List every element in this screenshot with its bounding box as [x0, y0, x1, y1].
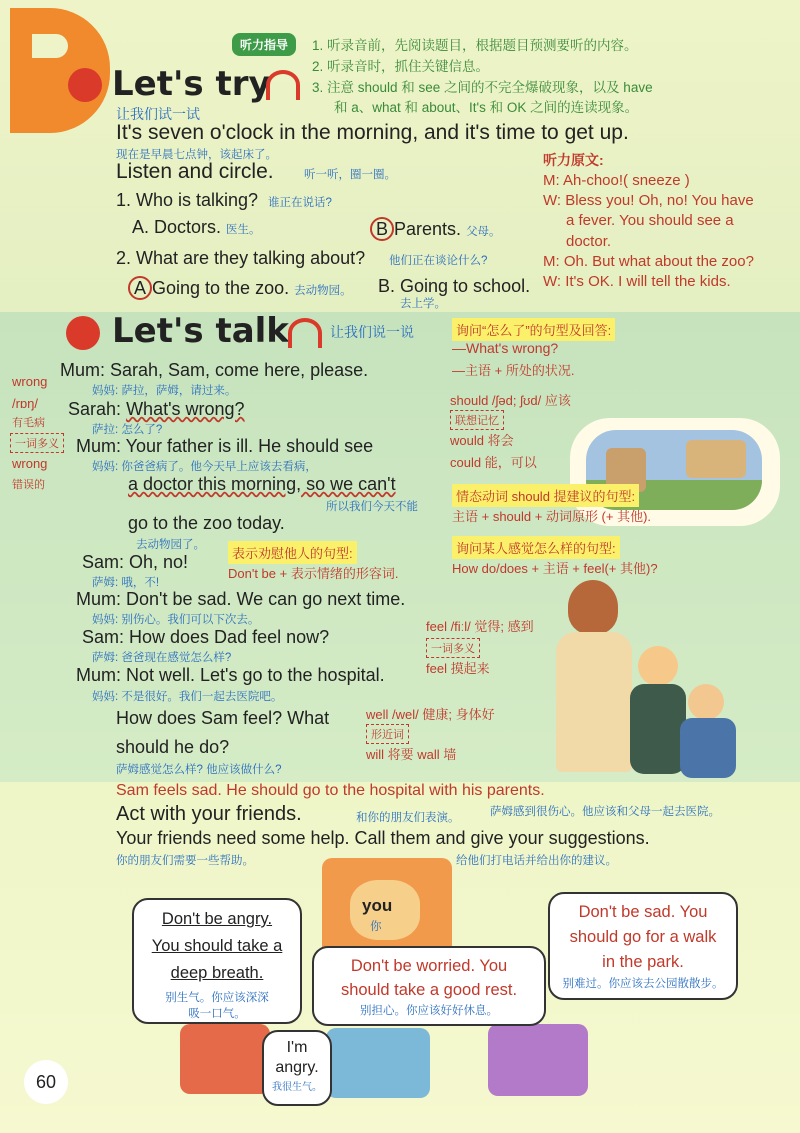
note-wrong-title: 询问“怎么了”的句型及回答:: [452, 318, 615, 341]
listening-guide-badge: 听力指导: [232, 33, 296, 56]
lets-try-title: Let's try: [112, 64, 271, 104]
try-instruction-zh: 听一听，圈一圈。: [304, 169, 396, 181]
dialog-line-4: Sam: Oh, no!: [82, 552, 189, 572]
dialog-line-4-zh: 萨姆: 哦，不!: [92, 577, 160, 589]
angry-speech-bubble: I'm angry. 我很生气。: [262, 1030, 332, 1106]
should-note: should /ʃəd; ʃʊd/ 应该: [450, 393, 571, 408]
dialog-line-1-zh: 妈妈: 萨拉，萨姆，请过来。: [92, 385, 237, 397]
note-wrong-b: —主语 + 所处的状况.: [452, 363, 575, 378]
dialog-line-3c: go to the zoo today.: [128, 513, 285, 533]
wrong-note-1: wrong: [12, 374, 48, 389]
dialog-line-2-zh: 萨拉: 怎么了?: [92, 424, 163, 436]
dialog-line-7-zh: 妈妈: 不是很好。我们一起去医院吧。: [92, 691, 283, 703]
act-instruction-zh-a: 你的朋友们需要一些帮助。: [116, 855, 254, 867]
page-number: 60: [24, 1060, 68, 1104]
ear-icon: [68, 68, 102, 102]
dialog-line-5: Mum: Don't be sad. We can go next time.: [76, 589, 406, 609]
question-1-zh: 谁正在说话?: [268, 197, 332, 209]
try-instruction: Listen and circle.: [116, 160, 274, 183]
try-intro-zh: 现在是早晨七点钟，该起床了。: [116, 149, 277, 161]
question-1: 1. Who is talking?: [116, 190, 259, 210]
guide-line-1: 1. 听录音前，先阅读题目，根据题目预测要听的内容。: [312, 38, 638, 53]
family-illustration: [534, 580, 774, 780]
dialog-line-3-zh: 妈妈: 你爸爸病了。他今天早上应该去看病，: [92, 461, 317, 473]
comfort-note-title: 表示劝慰他人的句型:: [228, 541, 357, 564]
suggestion-angry-text: Don't be angry. You should take a deep breath.: [151, 910, 283, 982]
wrong-note-6: 错误的: [12, 479, 45, 491]
answer-circle: A: [128, 276, 152, 300]
suggestion-bubble-sad: Don't be sad. You should go for a walk in the park. 别难过。你应该去公园散散步。: [548, 892, 738, 1000]
phone-worried-friend: [326, 1028, 430, 1098]
option-1a[interactable]: A. Doctors. 医生。: [132, 217, 261, 237]
dialog-line-3b: a doctor this morning, so we can't: [128, 474, 396, 494]
should-note-box: 联想记忆: [450, 410, 504, 430]
headphones-icon: [266, 70, 300, 100]
question-2: 2. What are they talking about?: [116, 248, 366, 268]
question-feel-2: should he do?: [116, 737, 230, 757]
act-title-zh: 和你的朋友们表演。: [356, 812, 460, 824]
option-2b[interactable]: B. Going to school.: [378, 276, 531, 296]
dialog-line-5-zh: 妈妈: 别伤心。我们可以下次去。: [92, 614, 260, 626]
wrong-note-2: /rɒŋ/: [12, 396, 39, 411]
option-1b[interactable]: B Parents. 父母。: [370, 217, 501, 241]
note-wrong-a: —What's wrong?: [452, 340, 559, 356]
could-note: could 能，可以: [450, 455, 537, 470]
feel-note-body: How do/does + 主语 + feel(+ 其他)?: [452, 561, 658, 576]
dialog-line-3c-zh: 去动物园了。: [136, 539, 205, 551]
question-feel: How does Sam feel? What: [116, 708, 330, 728]
guide-line-4: 和 a、what 和 about、It's 和 OK 之间的连读现象。: [334, 100, 639, 115]
script-line-5: M: Oh. But what about the zoo?: [543, 253, 754, 270]
modal-note-title: 情态动词 should 提建议的句型:: [452, 484, 639, 507]
act-instruction-zh-b: 给他们打电话并给出你的建议。: [456, 855, 617, 867]
dialog-line-3b-zh: 所以我们今天不能: [326, 501, 418, 513]
script-line-6: W: It's OK. I will tell the kids.: [543, 273, 731, 290]
script-line-1: M: Ah-choo!( sneeze ): [543, 172, 690, 189]
dialog-line-6-zh: 萨姆: 爸爸现在感觉怎么样?: [92, 652, 232, 664]
phone-angry-friend: [180, 1024, 270, 1094]
question-feel-zh: 萨姆感觉怎么样? 他应该做什么?: [116, 764, 282, 776]
script-line-2: W: Bless you! Oh, no! You have: [543, 192, 754, 209]
dialog-line-3: Mum: Your father is ill. He should see: [76, 436, 374, 456]
wrong-note-5: wrong: [12, 456, 48, 471]
suggestion-bubble-angry: Don't be angry. You should take a deep breath. 别生气。你应该深深 吸一口气。: [132, 898, 302, 1024]
option-2a[interactable]: A Going to the zoo. 去动物园。: [128, 276, 352, 300]
feel-note-title: 询问某人感觉怎么样的句型:: [452, 536, 620, 559]
comfort-note-body: Don't be + 表示情绪的形容词.: [228, 566, 399, 581]
modal-note-body: 主语 + should + 动词原形 (+ 其他).: [452, 509, 652, 524]
question-2-zh: 他们正在谈论什么?: [389, 255, 488, 267]
lets-talk-title-zh: 让我们说一说: [330, 324, 414, 340]
script-line-3: a fever. You should see a: [566, 212, 734, 229]
dialog-line-2: Sarah: What's wrong?: [68, 399, 245, 419]
script-line-4: doctor.: [566, 233, 612, 250]
guide-line-3: 3. 注意 should 和 see 之间的不完全爆破现象，以及 have: [312, 80, 653, 95]
headphones-icon: [288, 318, 322, 348]
script-title: 听力原文:: [543, 152, 604, 168]
wrong-note-3: 有毛病: [12, 417, 45, 429]
phone-sad-friend: [488, 1024, 588, 1096]
feel-word-note: feel /fiːl/ 觉得; 感到: [426, 619, 534, 634]
feel-word-box: 一词多义: [426, 638, 480, 658]
guide-line-2: 2. 听录音时，抓住关键信息。: [312, 59, 490, 74]
answer-feel-zh: 萨姆感到很伤心。他应该和父母一起去医院。: [490, 806, 720, 818]
option-2b-zh: 去上学。: [400, 298, 446, 310]
well-note-box: 形近词: [366, 724, 409, 744]
feel-word-note-2: feel 摸起来: [426, 661, 490, 676]
dialog-line-7: Mum: Not well. Let's go to the hospital.: [76, 665, 385, 685]
answer-feel: Sam feels sad. He should go to the hospital with his parents.: [116, 782, 545, 799]
you-label: you: [362, 896, 393, 915]
try-intro: It's seven o'clock in the morning, and it's time to get up.: [116, 121, 629, 144]
act-title: Act with your friends.: [116, 803, 302, 825]
ear-icon: [66, 316, 100, 350]
well-note-2: will 将要 wall 墙: [366, 747, 457, 762]
answer-circle: B: [370, 217, 394, 241]
lets-talk-title: Let's talk: [112, 311, 289, 351]
would-note: would 将会: [450, 433, 514, 448]
you-label-zh: 你: [370, 921, 382, 933]
act-instruction: Your friends need some help. Call them and give your suggestions.: [116, 828, 650, 848]
dialog-line-1: Mum: Sarah, Sam, come here, please.: [60, 360, 369, 380]
well-note: well /wel/ 健康; 身体好: [366, 707, 495, 722]
wrong-note-box: 一词多义: [10, 433, 64, 453]
dialog-line-6: Sam: How does Dad feel now?: [82, 627, 330, 647]
lets-try-title-zh: 让我们试一试: [116, 106, 200, 122]
suggestion-bubble-worried: Don't be worried. You should take a good rest. 别担心。你应该好好休息。: [312, 946, 546, 1026]
